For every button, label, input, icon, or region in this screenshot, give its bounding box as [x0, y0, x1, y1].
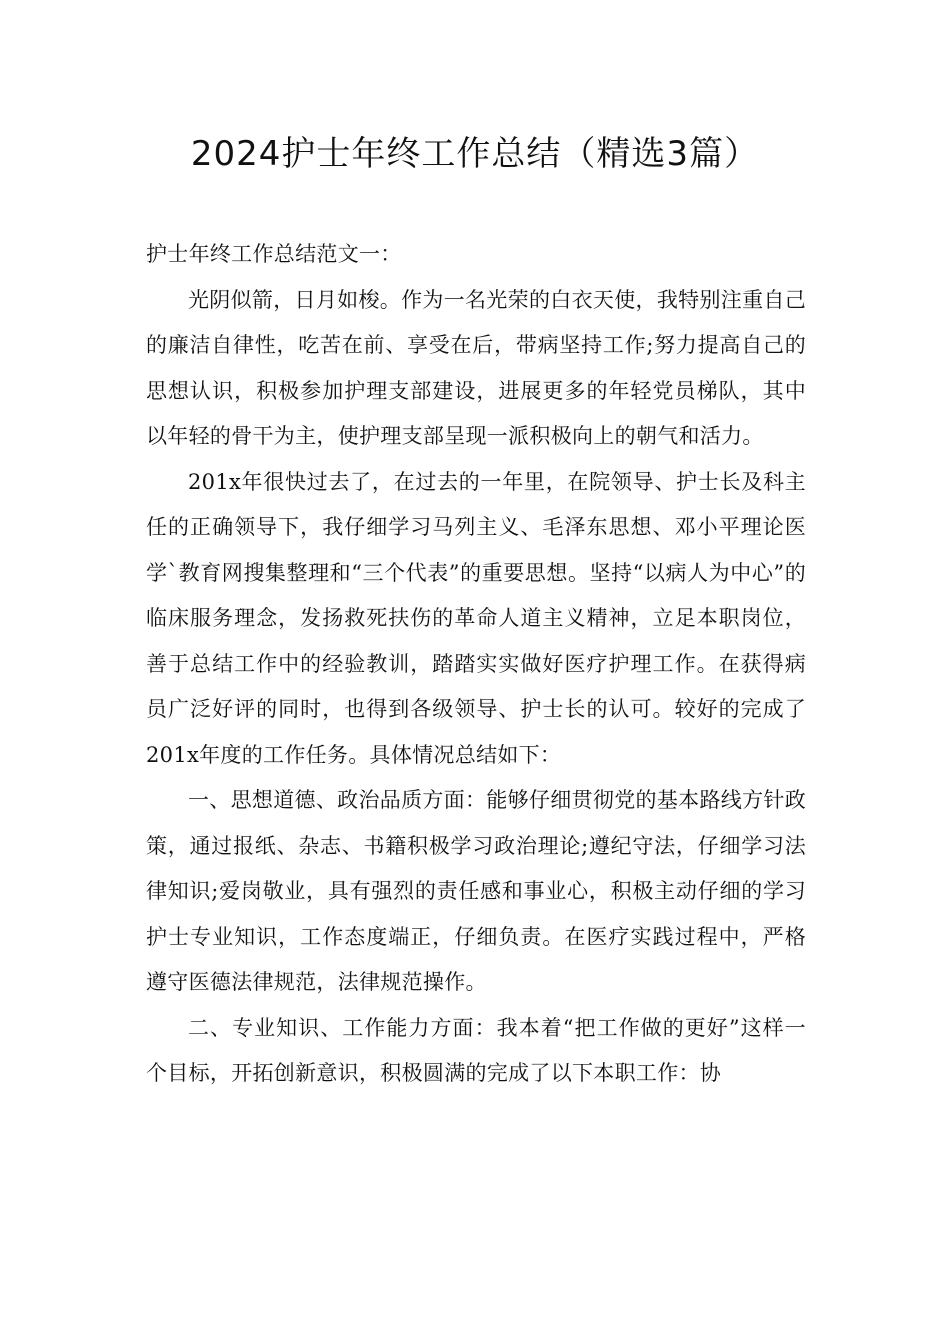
paragraph: 一、思想道德、政治品质方面：能够仔细贯彻党的基本路线方针政策，通过报纸、杂志、书籍积极学习政治理论;遵纪守法，仔细学习法律知识;爱岗敬业，具有强烈的责任感和事业心，积极主动仔细的学习护士专业知识，工作态度端正，仔细负责。在医疗实践过程中，严格遵守医德法律规范，法律规范操作。	[146, 788, 806, 994]
section-heading: 护士年终工作总结范文一：	[146, 242, 402, 266]
document-body	[146, 232, 806, 1097]
paragraph: 201x年很快过去了，在过去的一年里，在院领导、护士长及科主任的正确领导下，我仔细学习马列主义、毛泽东思想、邓小平理论医学`教育网搜集整理和“三个代表”的重要思想。坚持“以病人为中心”的临床服务理念，发扬救死扶伤的革命人道主义精神，立足本职岗位，善于总结工作中的经验教训，踏踏实实做好医疗护理工作。在获得病员广泛好评的同时，也得到各级领导、护士长的认可。较好的完成了201x年度的工作任务。具体情况总结如下：	[146, 469, 806, 767]
document-title: 2024护士年终工作总结（精选3篇）	[190, 134, 760, 174]
paragraph: 二、专业知识、工作能力方面：我本着“把工作做的更好”这样一个目标，开拓创新意识，积极圆满的完成了以下本职工作：协	[146, 1015, 806, 1085]
paragraph: 光阴似箭，日月如梭。作为一名光荣的白衣天使，我特别注重自己的廉洁自律性，吃苦在前、享受在后，带病坚持工作;努力提高自己的思想认识，积极参加护理支部建设，进展更多的年轻党员梯队，其中以年轻的骨干为主，使护理支部呈现一派积极向上的朝气和活力。	[146, 287, 806, 448]
